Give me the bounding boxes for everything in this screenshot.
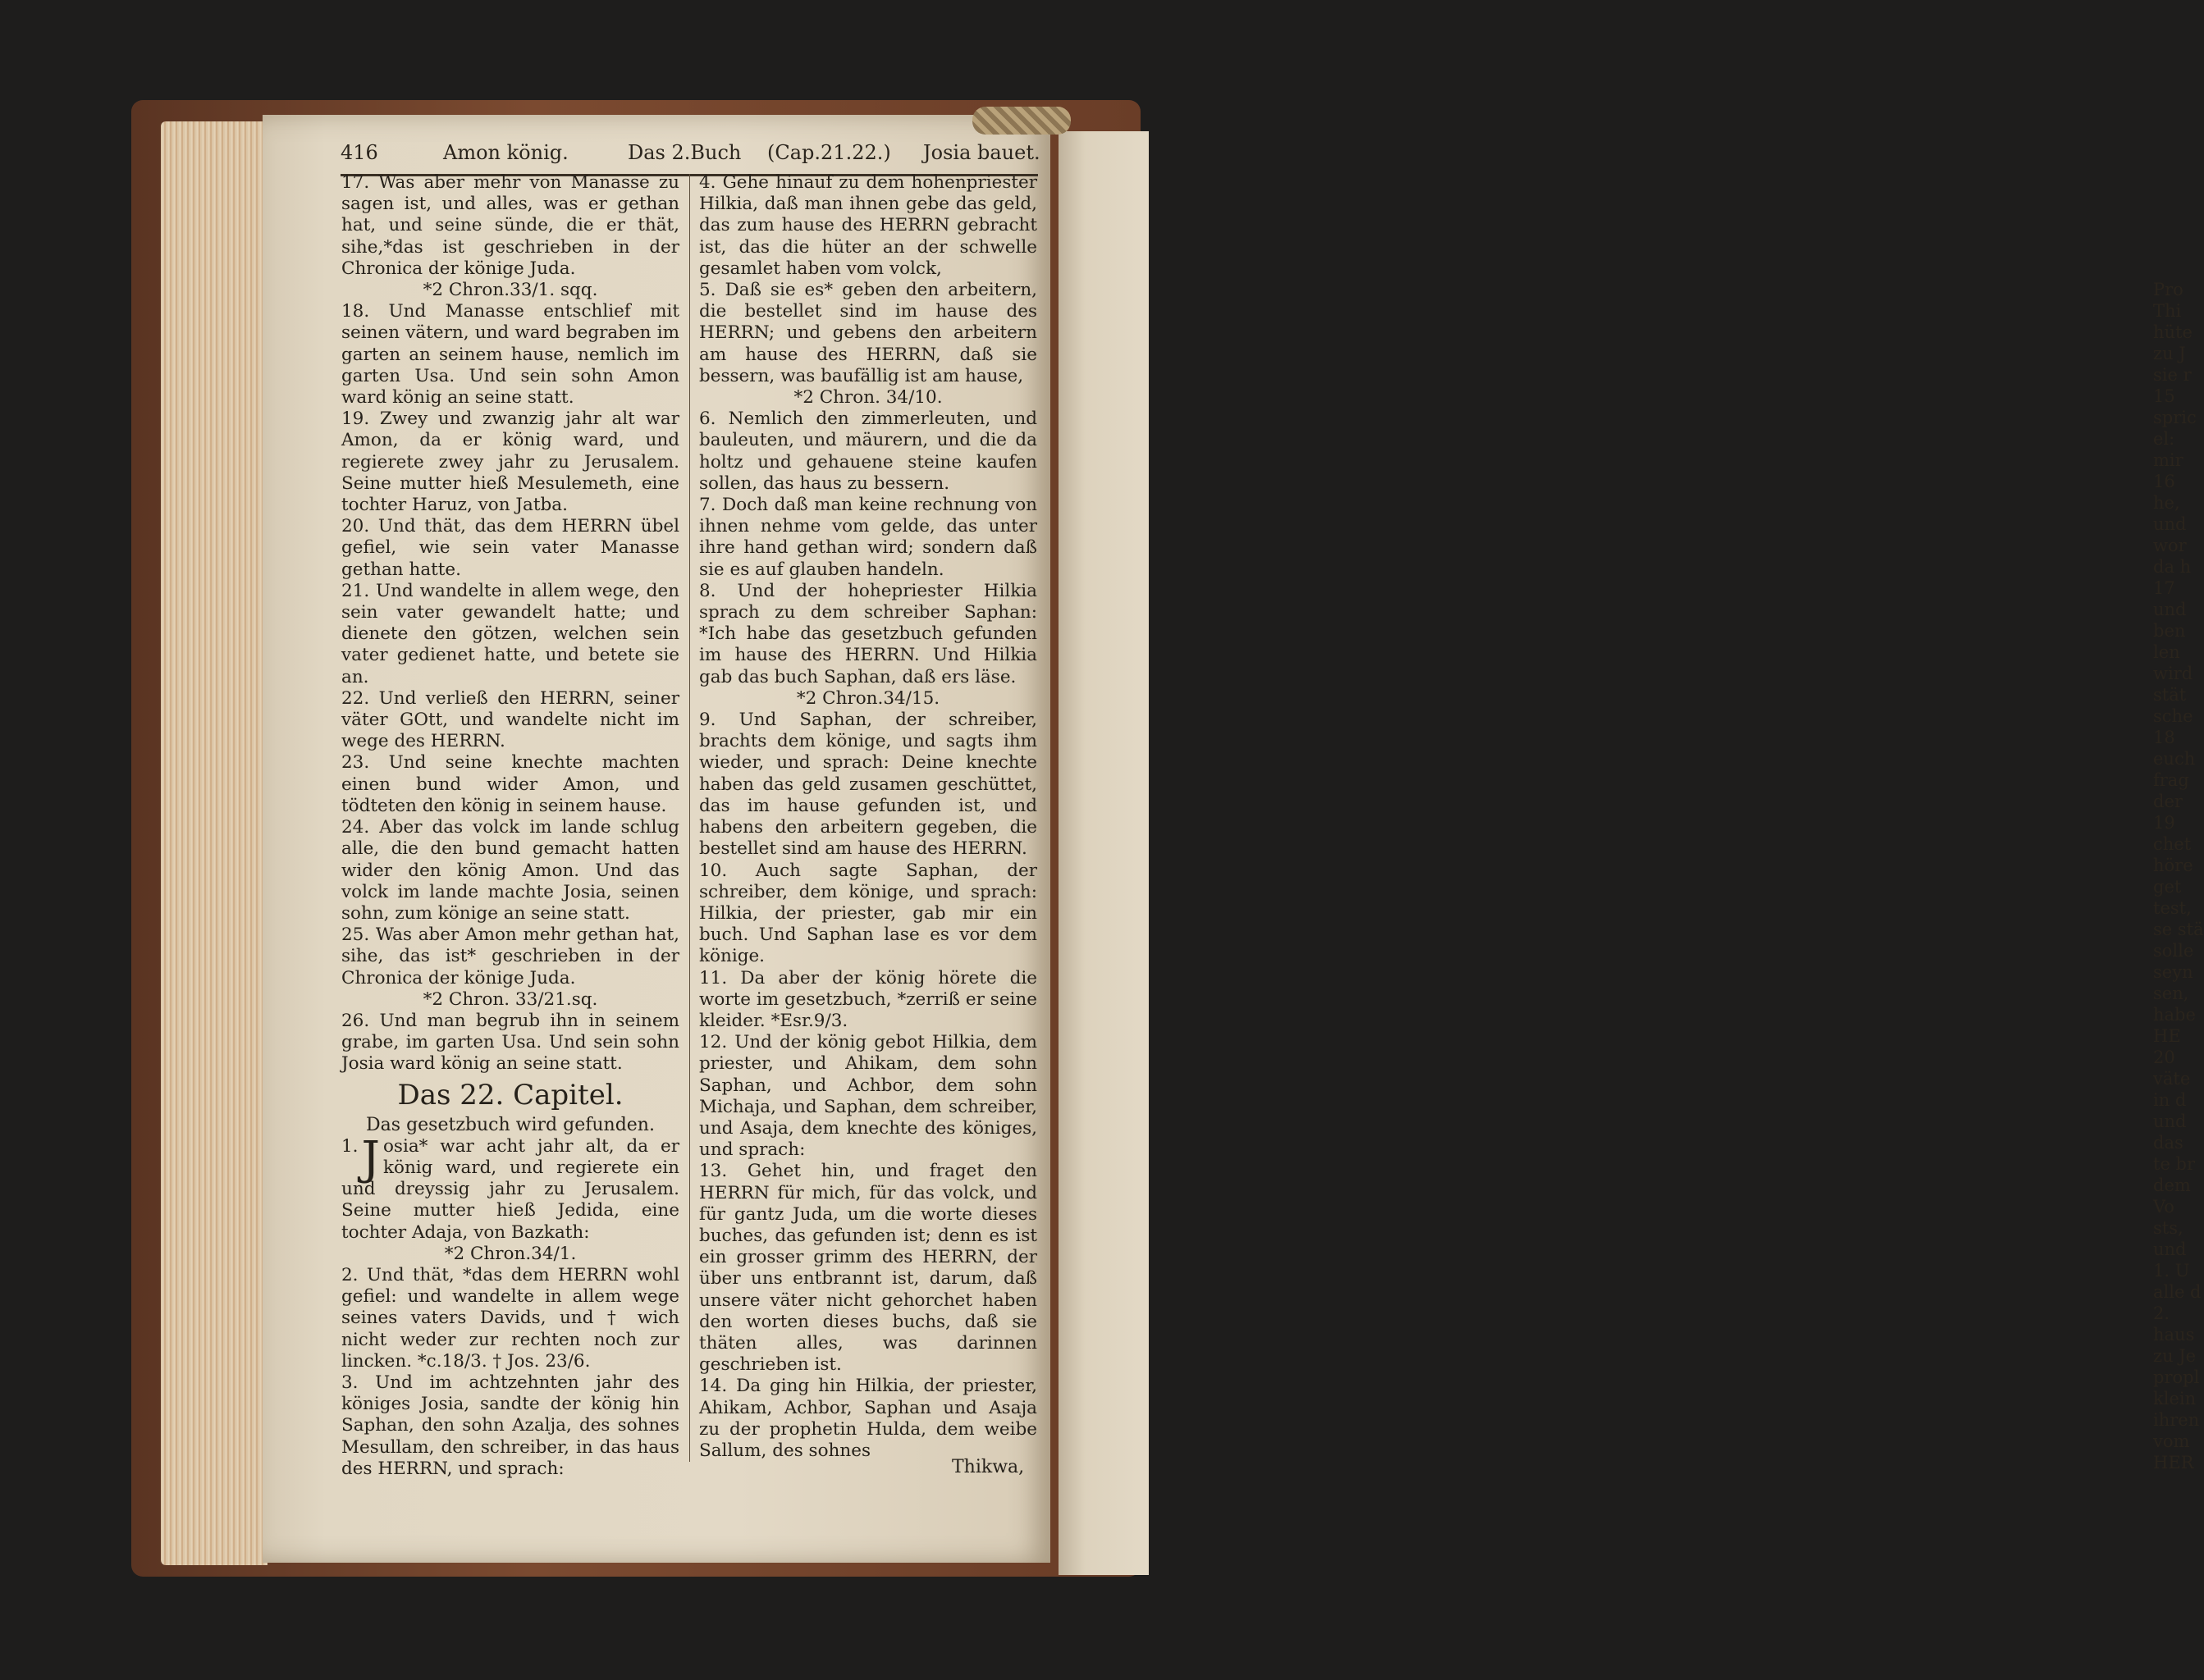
right-page-line: hüte (2153, 322, 2193, 342)
cross-reference: *2 Chron.34/1. (444, 1243, 577, 1264)
right-page-line: 17 (2153, 578, 2175, 598)
verse-paragraph: 2. Und thät, *das dem HERRN wohl gefiel: und wandelte in allem wege seines vaters Davids, und † wich nicht weder zur rechten noch zur lincken. *c.18/3. † Jos. 23/6. (341, 1264, 679, 1372)
verse-paragraph: 20. Und thät, das dem HERRN übel gefiel, wie sein vater Manasse gethan hatte. (341, 516, 679, 580)
page-edges (161, 121, 267, 1565)
right-page-line: 16 (2153, 472, 2175, 491)
right-page-line: 15 (2153, 386, 2175, 406)
right-page-line: get (2153, 877, 2182, 897)
right-page-line: HER (2153, 1453, 2194, 1472)
right-page-line: mir (2153, 450, 2183, 470)
verse-paragraph: 22. Und verließ den HERRN, seiner väter GOtt, und wandelte nicht im wege des HERRN. (341, 687, 679, 752)
verse-paragraph: 21. Und wandelte in allem wege, den sein vater gewandelt hatte; und dienete den götzen, welchen sein vater gedienet hatte, und betete sie an. (341, 580, 679, 687)
right-page-line: ihren (2153, 1410, 2200, 1430)
right-page-line: höre (2153, 856, 2193, 875)
verse-paragraph: 6. Nemlich den zimmerleuten, und bauleuten, und mäurern, und die da holtz und gehauene steine kaufen sollen, das haus zu bessern. (699, 409, 1037, 494)
chapter-summary: Das gesetzbuch wird gefunden. (366, 1114, 655, 1135)
right-page-line: klein (2153, 1389, 2197, 1408)
running-header (341, 141, 1038, 176)
right-page-line: sen, (2153, 984, 2189, 1003)
verse-text: osia* war acht jahr alt, da er könig ward, und regierete ein und dreyssig jahr zu Jerusalem. Seine mutter hieß Jedida, eine tochter Adaja, von Bazkath: (341, 1135, 679, 1243)
right-page-line: haus (2153, 1325, 2195, 1344)
verse-paragraph: 19. Zwey und zwanzig jahr alt war Amon, da er könig ward, und regierete zwey jahr zu Jerusalem. Seine mutter hieß Mesulemeth, eine tochter Haruz, von Jatba. (341, 409, 679, 516)
right-page-line: und (2153, 514, 2187, 534)
cross-reference: *2 Chron. 34/10. (793, 387, 943, 409)
right-page-line: das (2153, 1133, 2183, 1153)
right-page-line: der (2153, 792, 2183, 811)
right-page-line: stät (2153, 685, 2187, 705)
right-page-line: Thi (2153, 301, 2182, 321)
verse-paragraph: 3. Und im achtzehnten jahr des königes Josia, sandte der könig hin Saphan, den sohn Azalja, des sohnes Mesullam, den schreiber, in das haus des HERRN, und sprach: (341, 1372, 679, 1479)
verse-paragraph: 12. Und der könig gebot Hilkia, dem priester, und Ahikam, dem sohn Saphan, und Achbor, dem sohn Michaja, und Saphan, dem schreiber, und Asaja, dem knechte des königes, und sprach: (699, 1032, 1037, 1161)
right-page-line: sche (2153, 706, 2193, 726)
verse-paragraph: 10. Auch sagte Saphan, der schreiber, dem könige, und sprach: Hilkia, der priester, gab mir ein buch. Und Saphan lase es vor dem könige. (699, 860, 1037, 967)
right-page-line: 2. (2153, 1303, 2170, 1323)
right-page-line: chet (2153, 834, 2192, 854)
verse-paragraph: 9. Und Saphan, der schreiber, brachts dem könige, und sagts ihm wieder, und sprach: Deine knechte haben das geld zusamen geschüttet, das im hause gefunden ist, und habens den arbeitern gegeben, die bestellet sind am hause des HERRN. (699, 710, 1037, 860)
right-page-line: te br (2153, 1154, 2196, 1174)
right-page-line: väte (2153, 1069, 2191, 1089)
right-page-line: len (2153, 642, 2180, 662)
right-page-line: 1. U (2153, 1261, 2190, 1281)
chapter-heading: Das 22. Capitel. (397, 1078, 624, 1112)
right-page-line: Vo (2153, 1197, 2174, 1217)
verse-paragraph: 17. Was aber mehr von Manasse zu sagen ist, und alles, was er gethan hat, und seine sünde, die er thät, sihe,*das ist geschrieben in der Chronica der könige Juda. (341, 172, 679, 279)
right-page-line: da h (2153, 557, 2192, 577)
right-page-line: frag (2153, 770, 2189, 790)
right-page-line: 19 (2153, 813, 2175, 833)
right-page-line: 18 (2153, 728, 2175, 747)
right-page-line: habe (2153, 1005, 2196, 1025)
verse-paragraph: 4. Gehe hinauf zu dem hohenpriester Hilkia, daß man ihnen gebe das geld, das zum hause des HERRN gebracht ist, das die hüter an der schwelle gesamlet haben vom volck, (699, 172, 1037, 279)
verse-paragraph: 14. Da ging hin Hilkia, der priester, Ahikam, Achbor, Saphan und Asaja zu der prophetin Hulda, dem weibe Sallum, des sohnes (699, 1376, 1037, 1461)
right-page-line: spric (2153, 408, 2197, 427)
right-page-line: zu Je (2153, 1346, 2197, 1366)
right-page-line: wor (2153, 536, 2187, 555)
right-page-line: se stä (2153, 920, 2204, 939)
right-page-line: he, (2153, 493, 2180, 513)
right-page-line: sie r (2153, 365, 2192, 385)
right-text-column (699, 172, 1037, 1462)
right-page-line: solle (2153, 941, 2194, 961)
verse-paragraph: 8. Und der hohepriester Hilkia sprach zu dem schreiber Saphan: *Ich habe das gesetzbuch gefunden im hause des HERRN. Und Hilkia gab das buch Saphan, daß ers läse. (699, 580, 1037, 687)
right-page-line: propl (2153, 1367, 2200, 1387)
drop-capital: J (361, 1131, 380, 1185)
right-page-line: alle d (2153, 1282, 2202, 1302)
right-page-line: vom (2153, 1431, 2190, 1451)
book-title: Das 2.Buch (628, 141, 742, 164)
right-page-fragments (2153, 279, 2202, 1473)
verse-paragraph: 24. Aber das volck im lande schlug alle, die den bund gemacht hatten wider den könig Amon. Und das volck im lande machte Josia, seinen sohn, zum könige an seine statt. (341, 817, 679, 924)
right-title: Josia bauet. (923, 141, 1040, 164)
right-page-line: und (2153, 1239, 2187, 1259)
right-page-line: seyn (2153, 962, 2193, 982)
right-page-line: euch (2153, 749, 2196, 769)
right-page (1059, 131, 2204, 1575)
column-divider (689, 174, 690, 1462)
catchword: Thikwa, (952, 1457, 1025, 1477)
right-page-line: zu J (2153, 344, 2186, 363)
left-title: Amon könig. (443, 141, 569, 164)
right-page-line: dem (2153, 1176, 2191, 1195)
verse-number: 1. (341, 1135, 359, 1157)
chapter-reference: (Cap.21.22.) (767, 141, 891, 164)
right-page-line: und (2153, 1112, 2187, 1131)
left-text-column (341, 172, 679, 1480)
verse-paragraph: 7. Doch daß man keine rechnung von ihnen nehme vom gelde, das unter ihre hand gethan wird; sondern daß sie es auf glauben handeln. (699, 495, 1037, 580)
cross-reference: *2 Chron.33/1. sqq. (423, 280, 598, 301)
right-page-line: in d (2153, 1090, 2187, 1110)
right-page-line: wird (2153, 664, 2193, 683)
page-number: 416 (341, 141, 378, 164)
verse-paragraph: 23. Und seine knechte machten einen bund wider Amon, und tödteten den könig in seinem hause. (341, 752, 679, 816)
verse-paragraph: 13. Gehet hin, und fraget den HERRN für mich, für das volck, und für gantz Juda, um die worte dieses buches, das gefunden ist; denn es ist ein grosser grimm des HERRN, der über uns entbrannt ist, darum, daß unsere väter nicht gehorchet haben den worten dieses buchs, daß sie thäten alles, was darinnen geschrieben ist. (699, 1161, 1037, 1376)
right-page-line: el: (2153, 429, 2175, 449)
cross-reference: *2 Chron.34/15. (796, 687, 940, 709)
right-page-line: und (2153, 600, 2187, 619)
verse-paragraph (341, 1131, 679, 1244)
right-page-line: test, (2153, 898, 2192, 918)
cross-reference: *2 Chron. 33/21.sq. (423, 988, 598, 1010)
right-page-line: HE (2153, 1026, 2181, 1046)
right-page-line: 20 (2153, 1048, 2175, 1067)
verse-paragraph: 18. Und Manasse entschlief mit seinen vätern, und ward begraben im garten an seinem hause, nemlich im garten Usa. Und sein sohn Amon ward könig an seine statt. (341, 301, 679, 409)
verse-paragraph: 11. Da aber der könig hörete die worte im gesetzbuch, *zerriß er seine kleider. *Esr.9/3. (699, 967, 1037, 1031)
right-page-line: Pro (2153, 280, 2183, 299)
verse-paragraph: 5. Daß sie es* geben den arbeitern, die bestellet sind im hause des HERRN; und gebens den arbeitern am hause des HERRN, daß sie bessern, was baufällig ist am hause, (699, 280, 1037, 386)
verse-paragraph: 26. Und man begrub ihn in seinem grabe, im garten Usa. Und sein sohn Josia ward könig an seine statt. (341, 1010, 679, 1075)
right-page-line: ben (2153, 621, 2186, 641)
bookmark-ribbon (972, 107, 1071, 135)
right-page-line: sts, (2153, 1218, 2183, 1238)
verse-paragraph: 25. Was aber Amon mehr gethan hat, sihe, das ist* geschrieben in der Chronica der könige Juda. (341, 924, 679, 988)
